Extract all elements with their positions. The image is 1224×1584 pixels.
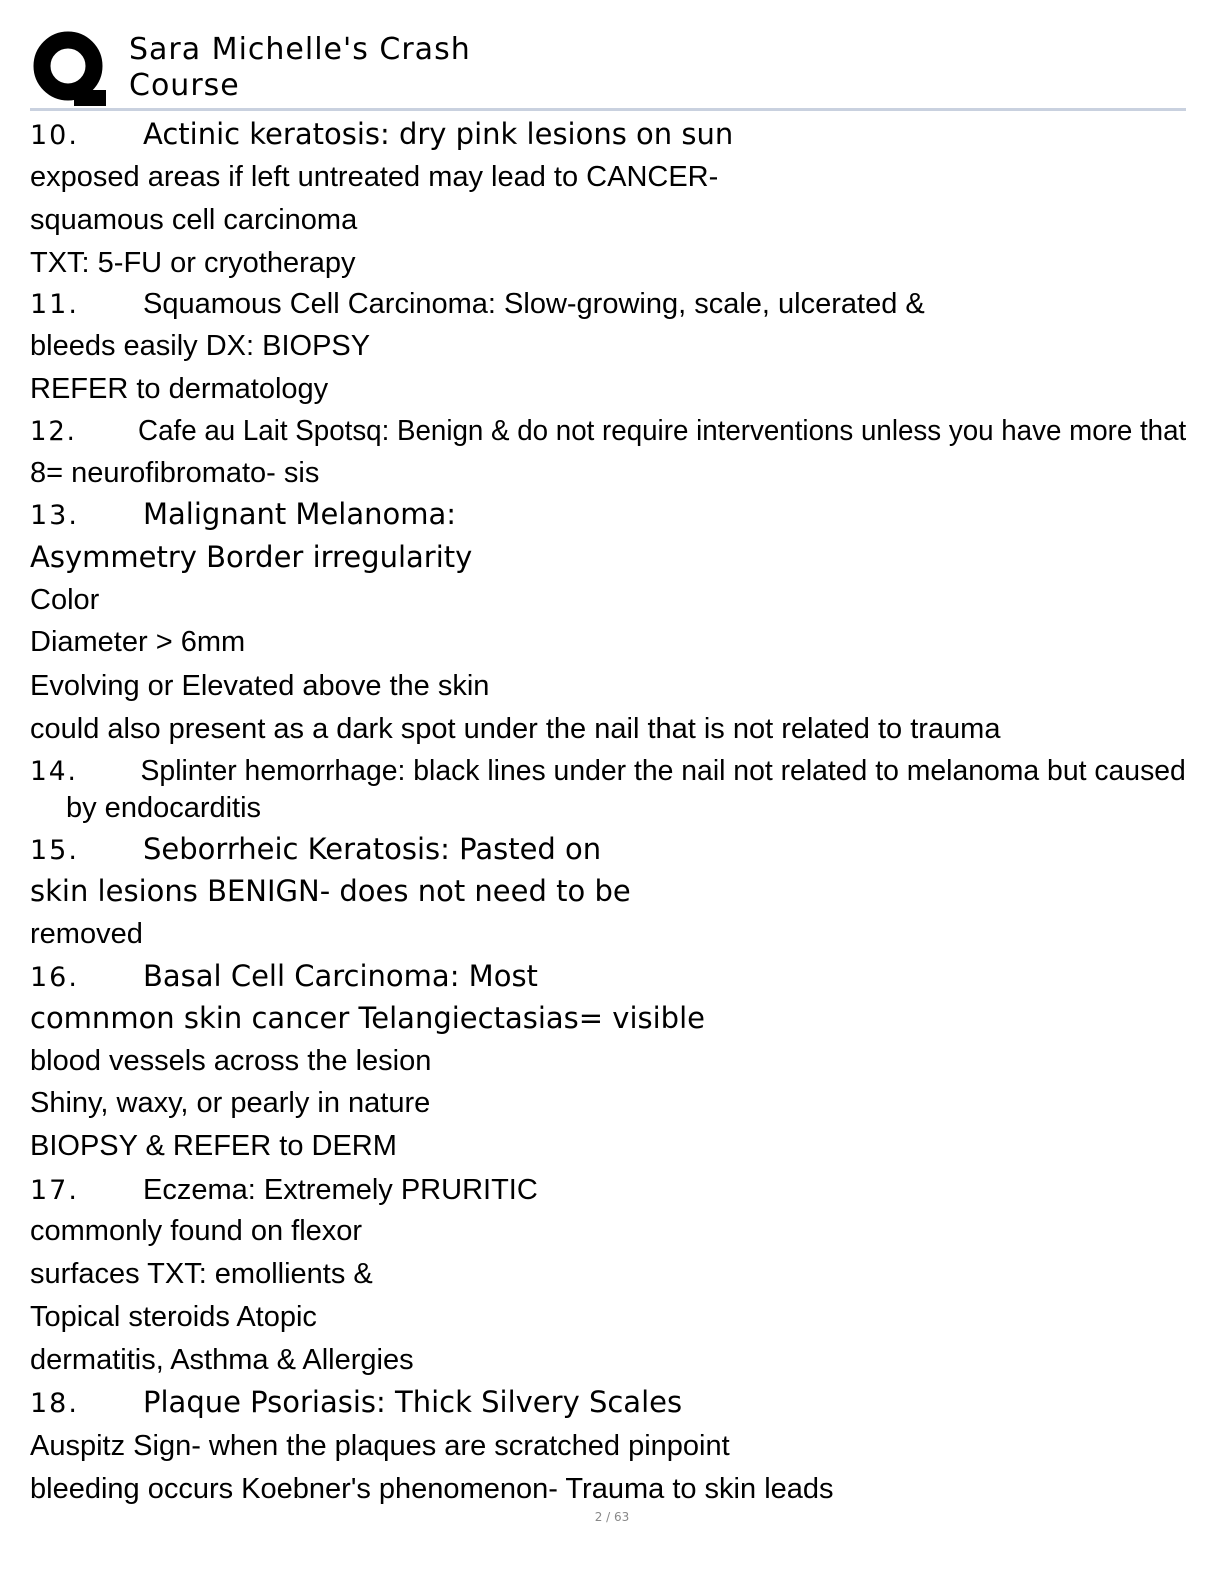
page-indicator: 2 / 63 [594, 1510, 630, 1524]
text-line: surfaces TXT: emollients & [30, 1258, 373, 1290]
document-header [30, 26, 1186, 112]
text-line: commonly found on flexor [30, 1215, 363, 1247]
item-16-heading: 16. Basal Cell Carcinoma: Most [30, 959, 538, 993]
text-line: skin lesions BENIGN- does not need to be [30, 874, 631, 908]
text-line: Shiny, waxy, or pearly in nature [30, 1087, 431, 1119]
brand-title-line-1: Sara Michelle's Crash [129, 32, 471, 67]
text-line: REFER to dermatology [30, 373, 329, 405]
text-line: by endocarditis [66, 792, 262, 824]
text-line: dermatitis, Asthma & Allergies [30, 1344, 414, 1376]
item-18-heading: 18. Plaque Psoriasis: Thick Silvery Scales [30, 1385, 683, 1419]
header-divider [30, 108, 1186, 111]
text-line: Color [30, 584, 100, 616]
brand-title-line-2: Course [129, 68, 240, 103]
text-line: Evolving or Elevated above the skin [30, 670, 490, 702]
text-line: exposed areas if left untreated may lead to CANCER- [30, 161, 719, 193]
text-line: Diameter > 6mm [30, 626, 246, 658]
brand-title [129, 32, 471, 104]
text-line: comnmon skin cancer Telangiectasias= visible [30, 1001, 705, 1035]
text-line: 8= neurofibromato- sis [30, 457, 320, 489]
item-17-heading: 17. Eczema: Extremely PRURITIC [30, 1174, 538, 1206]
item-11-heading: 11. Squamous Cell Carcinoma: Slow-growing, scale, ulcerated & [30, 288, 925, 320]
text-line: TXT: 5-FU or cryotherapy [30, 247, 356, 279]
item-10-heading: 10. Actinic keratosis: dry pink lesions on sun [30, 117, 734, 151]
text-line: removed [30, 918, 143, 950]
item-12-heading: 12. Cafe au Lait Spotsq: Benign & do not require interventions unless you have more that [30, 415, 1187, 447]
q-letter-logo-icon [30, 30, 110, 110]
text-line: Asymmetry Border irregularity [30, 540, 473, 574]
item-13-heading: 13. Malignant Melanoma: [30, 497, 457, 531]
item-15-heading: 15. Seborrheic Keratosis: Pasted on [30, 832, 602, 866]
text-line: blood vessels across the lesion [30, 1045, 432, 1077]
text-line: bleeds easily DX: BIOPSY [30, 330, 371, 362]
text-line: Topical steroids Atopic [30, 1301, 317, 1333]
item-14-heading: 14. Splinter hemorrhage: black lines under the nail not related to melanoma but caused [30, 755, 1186, 787]
text-line: bleeding occurs Koebner's phenomenon- Trauma to skin leads [30, 1473, 834, 1505]
text-line: could also present as a dark spot under the nail that is not related to trauma [30, 713, 1001, 745]
text-line: Auspitz Sign- when the plaques are scratched pinpoint [30, 1430, 730, 1462]
text-line: squamous cell carcinoma [30, 204, 358, 236]
text-line: BIOPSY & REFER to DERM [30, 1130, 397, 1162]
